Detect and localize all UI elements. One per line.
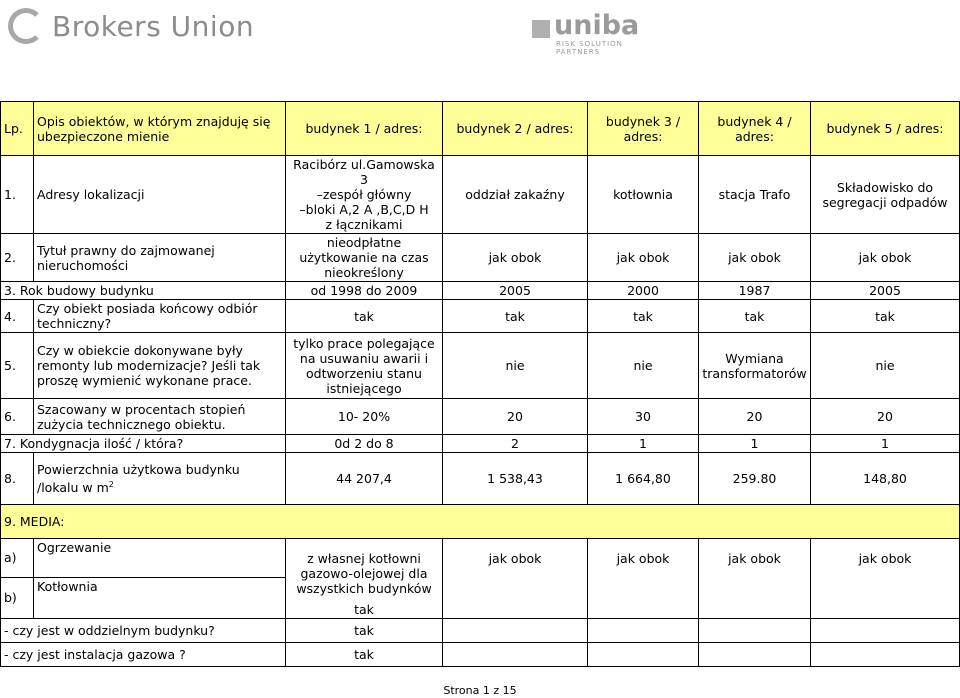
table-row — [1, 453, 960, 505]
row-number: 6. — [1, 399, 34, 435]
cell-building-3: jak obok — [588, 234, 699, 282]
cell-building-5 — [811, 619, 960, 643]
cell-building-1: od 1998 do 2009 — [286, 282, 443, 300]
cell-building-2: 1 538,43 — [443, 453, 588, 505]
row-number: 1. — [1, 156, 34, 234]
cell-building-4: jak obok — [699, 539, 811, 619]
address-line: –bloki A,2 A ,B,C,D H — [299, 202, 429, 217]
row-label: Tytuł prawny do zajmowanej nieruchomości — [34, 234, 286, 282]
cell-building-5: 2005 — [811, 282, 960, 300]
cell-building-2: nie — [443, 333, 588, 399]
cell-building-3: tak — [588, 300, 699, 333]
row-label — [34, 453, 286, 505]
cell-building-1: tak — [286, 619, 443, 643]
header-building-5: budynek 5 / adres: — [811, 102, 960, 156]
table-row — [1, 539, 960, 578]
table-row — [1, 234, 960, 282]
row-label: - czy jest instalacja gazowa ? — [1, 643, 286, 667]
cell-building-5: 1 — [811, 435, 960, 453]
row-label: Adresy lokalizacji — [34, 156, 286, 234]
cell-building-5: 20 — [811, 399, 960, 435]
uniba-logo-mark — [532, 20, 550, 38]
cell-building-4: jak obok — [699, 234, 811, 282]
row-number: b) — [1, 577, 34, 618]
cell-building-4: stacja Trafo — [699, 156, 811, 234]
brokers-union-logo-mark — [8, 8, 44, 44]
table-row — [1, 435, 960, 453]
cell-building-1: 10- 20% — [286, 399, 443, 435]
cell-building-2: tak — [443, 300, 588, 333]
cell-building-1: nieodpłatne użytkowanie na czas nieokreślony — [286, 234, 443, 282]
table-row — [1, 333, 960, 399]
heating-value: z własnej kotłowni gazowo-olejowej dla wszystkich budynków — [296, 551, 432, 596]
cell-building-1: tak — [286, 643, 443, 667]
header-lp: Lp. — [1, 102, 34, 156]
row-label: Czy w obiekcie dokonywane były remonty lub modernizacje? Jeśli tak proszę wymienić wykonane prace. — [34, 333, 286, 399]
cell-building-5: tak — [811, 300, 960, 333]
row-label: Ogrzewanie — [34, 539, 286, 578]
cell-building-4: tak — [699, 300, 811, 333]
cell-building-3: kotłownia — [588, 156, 699, 234]
header-building-4: budynek 4 / adres: — [699, 102, 811, 156]
cell-building-2 — [443, 619, 588, 643]
cell-building-1: tak — [286, 300, 443, 333]
section-label: 9. MEDIA: — [1, 505, 960, 539]
cell-building-4: 1987 — [699, 282, 811, 300]
cell-building-1: tylko prace polegające na usuwaniu awarii i odtworzeniu stanu istniejącego — [286, 333, 443, 399]
uniba-logo — [530, 10, 670, 56]
cell-building-3: nie — [588, 333, 699, 399]
row-label-text: Powierzchnia użytkowa budynku /lokalu w m — [37, 461, 240, 496]
row-number: 5. — [1, 333, 34, 399]
cell-building-4: 259.80 — [699, 453, 811, 505]
uniba-logo-tagline: RISK SOLUTION PARTNERS — [556, 40, 623, 56]
cell-building-3 — [588, 643, 699, 667]
address-line: –zespół główny — [316, 187, 412, 202]
boiler-value: tak — [354, 602, 374, 617]
row-label: 3. Rok budowy budynku — [1, 282, 286, 300]
row-number: a) — [1, 539, 34, 578]
table-row — [1, 643, 960, 667]
building-info-table — [0, 101, 960, 667]
cell-building-2 — [443, 643, 588, 667]
cell-building-4: 20 — [699, 399, 811, 435]
cell-building-2: jak obok — [443, 234, 588, 282]
table-header-row — [1, 102, 960, 156]
brokers-union-logo — [8, 6, 308, 46]
table-row — [1, 282, 960, 300]
address-line: Racibórz ul.Gamowska 3 — [293, 157, 435, 187]
cell-building-2: jak obok — [443, 539, 588, 619]
header-building-3: budynek 3 / adres: — [588, 102, 699, 156]
cell-building-4: Wymiana transformatorów — [699, 333, 811, 399]
cell-building-3: 30 — [588, 399, 699, 435]
row-number: 8. — [1, 453, 34, 505]
page-header — [0, 0, 960, 90]
table-row — [1, 399, 960, 435]
cell-building-3: 2000 — [588, 282, 699, 300]
cell-building-5: jak obok — [811, 539, 960, 619]
table-row — [1, 300, 960, 333]
cell-building-1: 44 207,4 — [286, 453, 443, 505]
header-building-1: budynek 1 / adres: — [286, 102, 443, 156]
cell-building-5: nie — [811, 333, 960, 399]
brokers-union-logo-text: Brokers Union — [52, 9, 255, 43]
superscript: 2 — [108, 479, 114, 489]
cell-building-2: 2 — [443, 435, 588, 453]
cell-building-3: jak obok — [588, 539, 699, 619]
row-label: Kotłownia — [34, 577, 286, 618]
header-description: Opis obiektów, w którym znajduję się ubezpieczone mienie — [34, 102, 286, 156]
address-line: z łącznikami — [325, 217, 403, 232]
cell-building-4 — [699, 643, 811, 667]
media-section-row — [1, 505, 960, 539]
table-row — [1, 156, 960, 234]
cell-building-3: 1 — [588, 435, 699, 453]
cell-building-2: 20 — [443, 399, 588, 435]
row-label: - czy jest w oddzielnym budynku? — [1, 619, 286, 643]
cell-building-5: 148,80 — [811, 453, 960, 505]
page-number: Strona 1 z 15 — [443, 684, 517, 697]
row-label: 7. Kondygnacja ilość / która? — [1, 435, 286, 453]
row-number: 2. — [1, 234, 34, 282]
cell-building-4: 1 — [699, 435, 811, 453]
cell-building-5: jak obok — [811, 234, 960, 282]
cell-building-1 — [286, 156, 443, 234]
cell-building-3: 1 664,80 — [588, 453, 699, 505]
cell-building-2: 2005 — [443, 282, 588, 300]
header-building-2: budynek 2 / adres: — [443, 102, 588, 156]
cell-building-5 — [811, 643, 960, 667]
table-row — [1, 619, 960, 643]
cell-building-5: Składowisko do segregacji odpadów — [811, 156, 960, 234]
row-label: Szacowany w procentach stopień zużycia technicznego obiektu. — [34, 399, 286, 435]
cell-building-4 — [699, 619, 811, 643]
row-label: Czy obiekt posiada końcowy odbiór techniczny? — [34, 300, 286, 333]
cell-building-3 — [588, 619, 699, 643]
row-number: 4. — [1, 300, 34, 333]
uniba-logo-text: uniba — [554, 10, 640, 41]
cell-building-1: 0d 2 do 8 — [286, 435, 443, 453]
cell-building-1 — [286, 539, 443, 619]
cell-building-2: oddział zakaźny — [443, 156, 588, 234]
